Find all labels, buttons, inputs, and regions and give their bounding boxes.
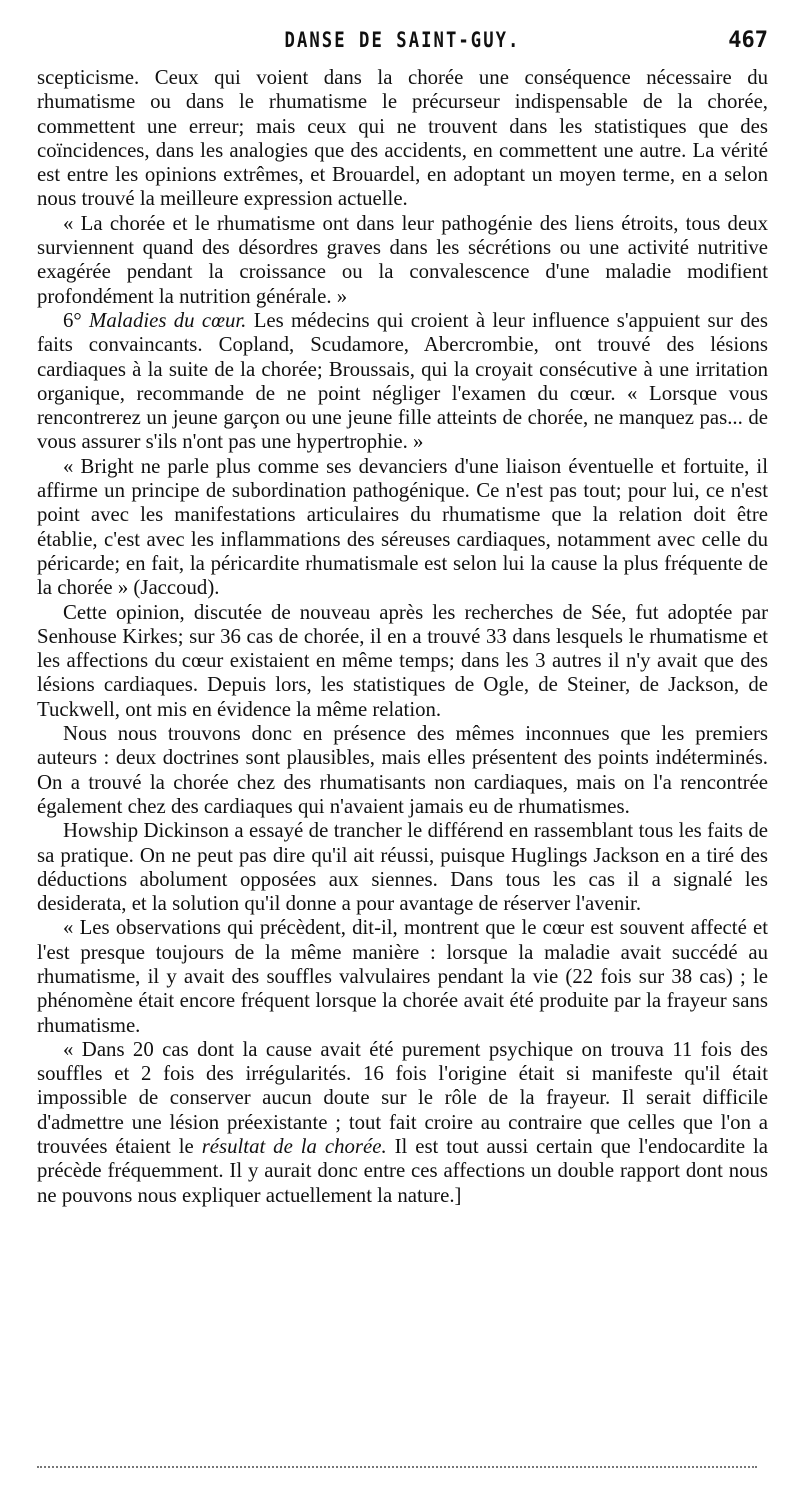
page-number: 467 [728,28,768,53]
paragraph-1: scepticisme. Ceux qui voient dans la chorée une conséquence nécessaire du rhumatisme ou dans le rhumatisme le précurseur indispensable de la chorée, commettent une erreur; mais ceux qui ne trouvent dans les statistiques que des coïncidences, dans les analogies que des accidents, en commettent une autre. La vérité est entre les opinions extrêmes, et Brouardel, en adoptant un moyen terme, en a selon nous trouvé la meilleure expression actuelle. [37,66,768,211]
section-number: 6° [63,308,90,332]
emphasis-phrase: résultat de la chorée. [201,1135,387,1159]
running-title: DANSE DE SAINT-GUY. [284,28,521,52]
paragraph-8: « Les observations qui précèdent, dit-il, montrent que le cœur est souvent affecté et l'est presque toujours de la même manière : lorsque la maladie avait succédé au rhumatisme, il y avait des souffles valvulaires pendant la vie (22 fois sur 38 cas) ; le phénomène était encore fréquent lorsque la chorée avait été produite par la frayeur sans rhumatisme. [37,916,768,1037]
paragraph-7: Howship Dickinson a essayé de trancher le différend en rassemblant tous les faits de sa pratique. On ne peut pas dire qu'il ait réussi, puisque Huglings Jackson en a tiré des déductions abolument opposées aux siennes. Dans tous les cas il a signalé les desiderata, et la solution qu'il donne a pour avantage de réserver l'avenir. [37,819,768,916]
paragraph-4: « Bright ne parle plus comme ses devanciers d'une liaison éventuelle et fortuite, il affirme un principe de subordination pathogénique. Ce n'est pas tout; pour lui, ce n'est point avec les manifestations articulaires du rhumatisme que la relation doit être établie, c'est avec les inflammations des séreuses cardiaques, notamment avec celle du péricarde; en fait, la péricardite rhumatismale est selon lui la cause la plus fréquente de la chorée » (Jaccoud). [37,454,768,600]
paragraph-2: « La chorée et le rhumatisme ont dans leur pathogénie des liens étroits, tous deux surviennent quand des désordres graves dans les sécrétions ou une activité nutritive exagérée pendant la croissance ou la convalescence d'une maladie modifient profondément la nutrition générale. » [37,211,768,308]
paragraph-9-text: « Dans 20 cas dont la cause avait été purement psychique on trouva 11 fois des souffles et 2 fois des irrégularités. 16 fois l'origine était si manifeste qu'il était impossible de conserver aucun doute sur le rôle de la frayeur. Il serait difficile d'admettre une lésion préexistante ; tout fait croire au contraire que celles que l'on a trouvées étaient le [37,1037,768,1159]
section-heading: Maladies du cœur. [89,308,247,332]
paragraph-5: Cette opinion, discutée de nouveau après les recherches de Sée, fut adoptée par Senhouse Kirkes; sur 36 cas de chorée, il en a trouvé 33 dans lesquels le rhumatisme et les affections du cœur existaient en même temps; dans les 3 autres il n'y avait que des lésions cardiaques. Depuis lors, les statistiques de Ogle, de Steiner, de Jackson, de Tuckwell, ont mis en évidence la même relation. [37,600,768,721]
paragraph-9 [37,1038,768,1208]
page-header [37,28,768,58]
paragraph-3 [37,309,768,455]
paragraph-9-text-after: Il est tout aussi certain que l'endocardite la précède fréquemment. Il y aurait donc entre ces affections un double rapport dont nous ne pouvons nous expliquer actuellement la nature.] [37,1135,768,1207]
body-text [37,66,768,1208]
paragraph-3-text: Les médecins qui croient à leur influence s'appuient sur des faits convaincants. Copland, Scudamore, Abercrombie, ont trouvé des lésions cardiaques à la suite de la chorée; Broussais, qui la croyait consécutive à une irritation organique, recommande de ne point négliger l'examen du cœur. « Lorsque vous rencontrerez un jeune garçon ou une jeune fille atteints de chorée, ne manquez pas... de vous assurer s'ils n'ont pas une hypertrophie. » [37,308,768,454]
footer-rule [37,1466,757,1468]
book-page [37,28,768,1208]
paragraph-6: Nous nous trouvons donc en présence des mêmes inconnues que les premiers auteurs : deux doctrines sont plausibles, mais elles présentent des points indéterminés. On a trouvé la chorée chez des rhumatisants non cardiaques, mais on l'a rencontrée également chez des cardiaques qui n'avaient jamais eu de rhumatismes. [37,722,768,818]
